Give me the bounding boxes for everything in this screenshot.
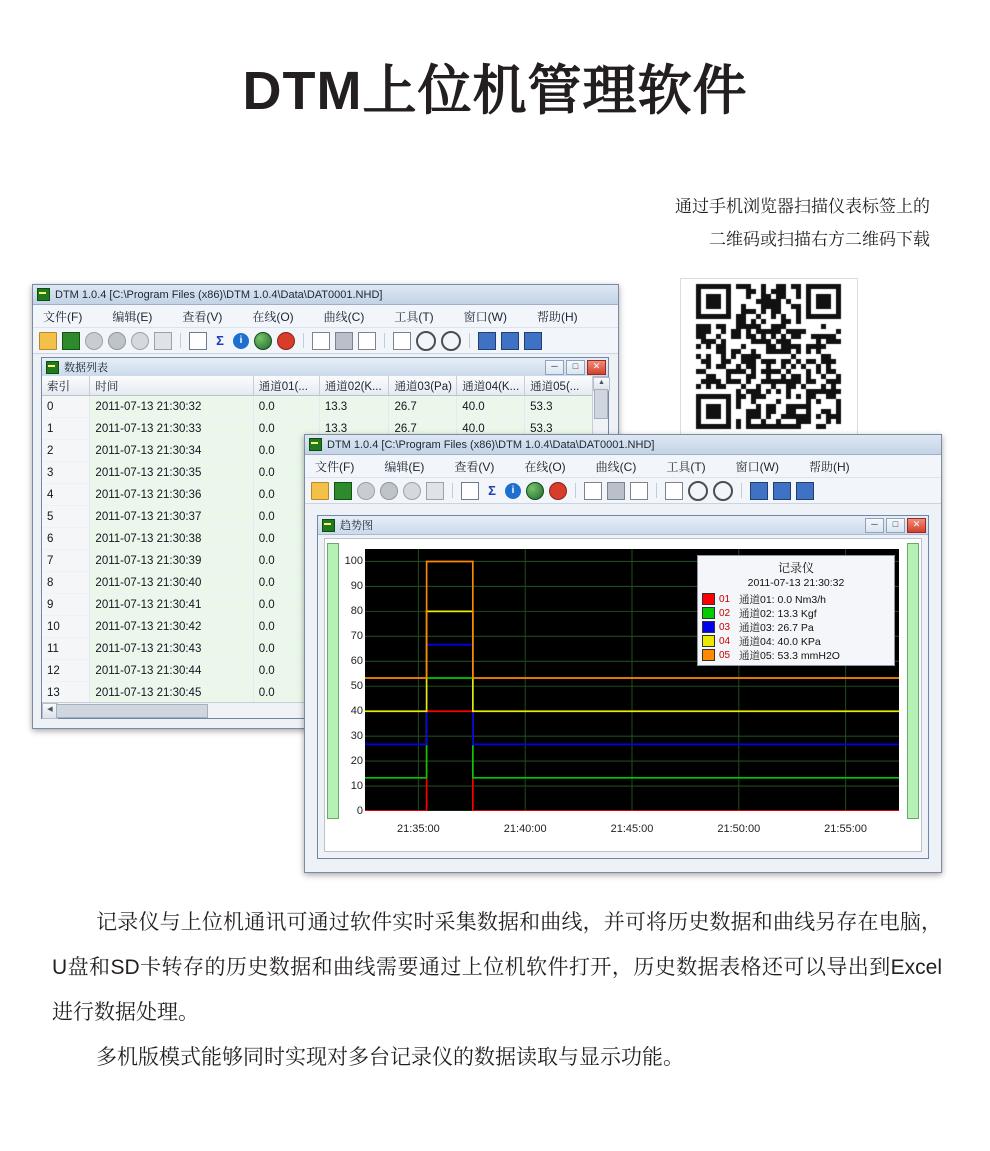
legend-item [698,606,894,620]
child-window-buttons[interactable] [865,518,926,533]
menu-curve[interactable]: 曲线(C) [595,459,637,474]
print-preview-icon[interactable] [630,482,648,500]
table-cell: 0.0 [254,440,320,461]
qr-code-image [681,279,857,434]
copy-icon[interactable] [393,332,411,350]
menu-help[interactable]: 帮助(H) [536,309,578,324]
col-ch03: 通道03(Pa) [389,376,457,395]
tile-horizontal-icon[interactable] [501,332,519,350]
y-tick-label: 50 [350,680,363,693]
child-titlebar[interactable] [318,516,928,535]
zoom-in-icon[interactable] [416,331,436,351]
table-cell: 6 [42,528,90,549]
toolbar-separator [469,333,470,348]
col-ch02: 通道02(K... [320,376,390,395]
col-ch01: 通道01(... [254,376,320,395]
legend-color-swatch [702,593,715,605]
col-index: 索引 [42,376,90,395]
y-axis-labels [331,549,363,817]
legend-channel-value: 通道04: 40.0 KPa [739,635,821,648]
toolbar-separator [656,483,657,498]
window-trend[interactable] [304,434,942,873]
legend-channel-number: 01 [719,593,731,605]
table-cell: 40.0 [457,396,525,417]
cascade-windows-icon[interactable] [478,332,496,350]
close-button[interactable]: ✕ [587,360,606,375]
table-cell: 0.0 [254,572,320,593]
new-document-icon[interactable] [312,332,330,350]
horizontal-scroll-thumb[interactable] [56,704,208,718]
statistics-icon[interactable]: Σ [488,482,496,498]
qr-caption-line1: 通过手机浏览器扫描仪表标签上的 [675,197,930,216]
legend-timestamp: 2011-07-13 21:30:32 [747,577,845,589]
toolbar[interactable] [33,328,618,354]
legend-channel-number: 03 [719,621,731,633]
table-cell: 2011-07-13 21:30:36 [90,484,253,505]
table-row[interactable] [42,396,593,418]
record-start-icon[interactable] [403,482,421,500]
zoom-out-icon[interactable] [713,481,733,501]
toolbar-separator [452,483,453,498]
close-button[interactable]: ✕ [907,518,926,533]
open-file-icon[interactable] [311,482,329,500]
table-cell: 0.0 [254,660,320,681]
x-axis-labels [365,823,899,837]
menu-tools[interactable]: 工具(T) [394,309,434,324]
qr-code [680,278,858,435]
toolbar-separator [303,333,304,348]
menu-file[interactable]: 文件(F) [43,309,83,324]
legend-item [698,634,894,648]
tile-vertical-icon[interactable] [524,332,542,350]
menu-window[interactable]: 窗口(W) [735,459,779,474]
paragraph-1-text: 记录仪与上位机通讯可通过软件实时采集数据和曲线，并可将历史数据和曲线另存在电脑，U盘和SD卡转存的历史数据和曲线需要通过上位机软件打开，历史数据表格还可以导出到Excel进行数据处理。 [52,911,942,1024]
table-cell: 2011-07-13 21:30:42 [90,616,253,637]
scroll-up-arrow[interactable]: ▲ [593,377,610,391]
table-cell: 2 [42,440,90,461]
child-title-text: 趋势图 [340,520,373,532]
menu-file[interactable]: 文件(F) [315,459,355,474]
record-start-icon[interactable] [131,332,149,350]
toolbar-separator [741,483,742,498]
record-stop-icon[interactable] [357,482,375,500]
paragraph-2-text: 多机版模式能够同时实现对多台记录仪的数据读取与显示功能。 [96,1046,684,1069]
app-icon [309,438,322,451]
zoom-in-icon[interactable] [688,481,708,501]
legend-color-swatch [702,621,715,633]
table-cell: 2011-07-13 21:30:43 [90,638,253,659]
legend-channel-number: 05 [719,649,731,661]
record-pause-icon[interactable] [108,332,126,350]
menu-tools[interactable]: 工具(T) [666,459,706,474]
table-cell: 0.0 [254,528,320,549]
tile-vertical-icon[interactable] [796,482,814,500]
menu-view[interactable]: 查看(V) [182,309,223,324]
table-cell: 2011-07-13 21:30:44 [90,660,253,681]
table-cell: 2011-07-13 21:30:34 [90,440,253,461]
table-cell: 0.0 [254,418,320,439]
statistics-icon[interactable]: Σ [216,332,224,348]
open-file-icon[interactable] [39,332,57,350]
save-data-icon[interactable] [62,332,80,350]
table-cell: 26.7 [389,396,457,417]
table-cell: 0.0 [254,484,320,505]
menu-view[interactable]: 查看(V) [454,459,495,474]
info-icon[interactable]: i [233,333,249,349]
menubar[interactable] [33,305,618,328]
table-cell: 2011-07-13 21:30:37 [90,506,253,527]
y-tick-label: 90 [350,580,363,593]
menu-edit[interactable]: 编辑(E) [384,459,425,474]
network-icon[interactable] [254,332,272,350]
legend-channel-value: 通道01: 0.0 Nm3/h [739,593,826,606]
menu-online[interactable]: 在线(O) [524,459,566,474]
y-tick-label: 80 [350,605,363,618]
menubar[interactable] [305,455,941,478]
x-tick-label: 21:40:00 [503,823,547,835]
tile-horizontal-icon[interactable] [773,482,791,500]
y-tick-label: 70 [350,630,363,643]
alarm-icon[interactable] [277,332,295,350]
menu-help[interactable]: 帮助(H) [808,459,850,474]
description-text [52,900,942,1080]
maximize-button[interactable]: □ [886,518,905,533]
table-cell: 0.0 [254,550,320,571]
table-cell: 0 [42,396,90,417]
table-cell: 2011-07-13 21:30:39 [90,550,253,571]
child-title-text: 数据列表 [64,362,108,374]
table-cell: 4 [42,484,90,505]
menu-curve[interactable]: 曲线(C) [323,309,365,324]
table-cell: 11 [42,638,90,659]
col-time: 时间 [90,376,253,395]
toolbar-separator [180,333,181,348]
qr-caption-line2: 二维码或扫描右方二维码下载 [709,230,930,249]
zoom-out-icon[interactable] [441,331,461,351]
table-cell: 53.3 [525,396,593,417]
table-cell: 2011-07-13 21:30:35 [90,462,253,483]
record-stop-icon[interactable] [85,332,103,350]
cascade-windows-icon[interactable] [750,482,768,500]
table-cell: 12 [42,660,90,681]
menu-edit[interactable]: 编辑(E) [112,309,153,324]
y-tick-label: 20 [350,755,363,768]
legend-channel-value: 通道02: 13.3 Kgf [739,607,817,620]
menu-online[interactable]: 在线(O) [252,309,294,324]
save-data-icon[interactable] [334,482,352,500]
app-icon [37,288,50,301]
x-tick-label: 21:50:00 [717,823,761,835]
table-cell: 0.0 [254,506,320,527]
legend-color-swatch [702,649,715,661]
table-cell: 5 [42,506,90,527]
y-tick-label: 40 [350,705,363,718]
x-tick-label: 21:35:00 [396,823,440,835]
scroll-left-arrow[interactable]: ◀ [42,703,58,719]
record-pause-icon[interactable] [380,482,398,500]
legend-channel-value: 通道05: 53.3 mmH2O [739,649,840,662]
print-preview-icon[interactable] [358,332,376,350]
network-icon[interactable] [526,482,544,500]
child-window-buttons[interactable] [545,360,606,375]
table-cell: 8 [42,572,90,593]
table-cell: 13.3 [320,418,390,439]
table-cell: 2011-07-13 21:30:40 [90,572,253,593]
y-tick-label: 10 [350,780,363,793]
maximize-button[interactable]: □ [566,360,585,375]
table-cell: 13.3 [320,396,390,417]
table-cell: 0.0 [254,638,320,659]
table-cell: 7 [42,550,90,571]
child-window-icon [46,361,59,374]
col-ch05: 通道05(... [525,376,593,395]
table-cell: 9 [42,594,90,615]
table-cell: 2011-07-13 21:30:41 [90,594,253,615]
col-ch04: 通道04(K... [457,376,525,395]
window-title-text: DTM 1.0.4 [C:\Program Files (x86)\DTM 1.0.4\Data\DAT0001.NHD] [327,438,655,451]
stop-square-icon[interactable] [426,482,444,500]
trend-chart[interactable] [324,538,922,852]
legend-item [698,620,894,634]
table-header-row [42,376,593,396]
table-cell: 2011-07-13 21:30:45 [90,682,253,703]
table-cell: 0.0 [254,462,320,483]
toolbar-separator [384,333,385,348]
window-title-text: DTM 1.0.4 [C:\Program Files (x86)\DTM 1.0.4\Data\DAT0001.NHD] [55,288,383,301]
table-cell: 2011-07-13 21:30:38 [90,528,253,549]
minimize-button[interactable]: ─ [545,360,564,375]
legend-title: 记录仪 [777,561,814,575]
toolbar[interactable] [305,478,941,504]
x-tick-label: 21:55:00 [824,823,868,835]
table-cell: 13 [42,682,90,703]
table-cell: 3 [42,462,90,483]
table-cell: 0.0 [254,594,320,615]
table-cell: 2011-07-13 21:30:33 [90,418,253,439]
legend-rows [698,592,894,662]
stop-square-icon[interactable] [154,332,172,350]
y-tick-label: 30 [350,730,363,743]
print-icon[interactable] [335,332,353,350]
table-view-icon[interactable] [189,332,207,350]
window-titlebar[interactable] [33,285,618,305]
menu-window[interactable]: 窗口(W) [463,309,507,324]
table-cell: 2011-07-13 21:30:32 [90,396,253,417]
print-icon[interactable] [607,482,625,500]
table-cell: 53.3 [525,418,593,439]
legend-channel-number: 02 [719,607,731,619]
vertical-scroll-thumb[interactable] [594,389,608,419]
table-cell: 26.7 [389,418,457,439]
right-scale-bar [907,543,919,819]
paragraph-2 [52,1035,942,1080]
legend-item [698,592,894,606]
table-cell: 0.0 [254,396,320,417]
legend-channel-number: 04 [719,635,731,647]
mdi-child-trend[interactable] [317,515,929,859]
toolbar-separator [575,483,576,498]
window-titlebar[interactable] [305,435,941,455]
legend-item [698,648,894,662]
chart-legend [697,555,895,666]
qr-caption [590,190,930,256]
info-icon[interactable]: i [505,483,521,499]
child-titlebar[interactable] [42,358,608,377]
table-cell: 0.0 [254,616,320,637]
y-tick-label: 100 [344,555,363,568]
page-title: DTM上位机管理软件 [242,61,748,121]
table-view-icon[interactable] [461,482,479,500]
legend-channel-value: 通道03: 26.7 Pa [739,621,814,634]
paragraph-1 [52,900,942,1035]
minimize-button[interactable]: ─ [865,518,884,533]
copy-icon[interactable] [665,482,683,500]
y-tick-label: 0 [356,805,363,817]
y-tick-label: 60 [350,655,363,668]
legend-color-swatch [702,607,715,619]
table-cell: 40.0 [457,418,525,439]
new-document-icon[interactable] [584,482,602,500]
table-cell: 0.0 [254,682,320,703]
alarm-icon[interactable] [549,482,567,500]
table-cell: 10 [42,616,90,637]
table-cell: 1 [42,418,90,439]
child-window-icon [322,519,335,532]
legend-color-swatch [702,635,715,647]
x-tick-label: 21:45:00 [610,823,654,835]
